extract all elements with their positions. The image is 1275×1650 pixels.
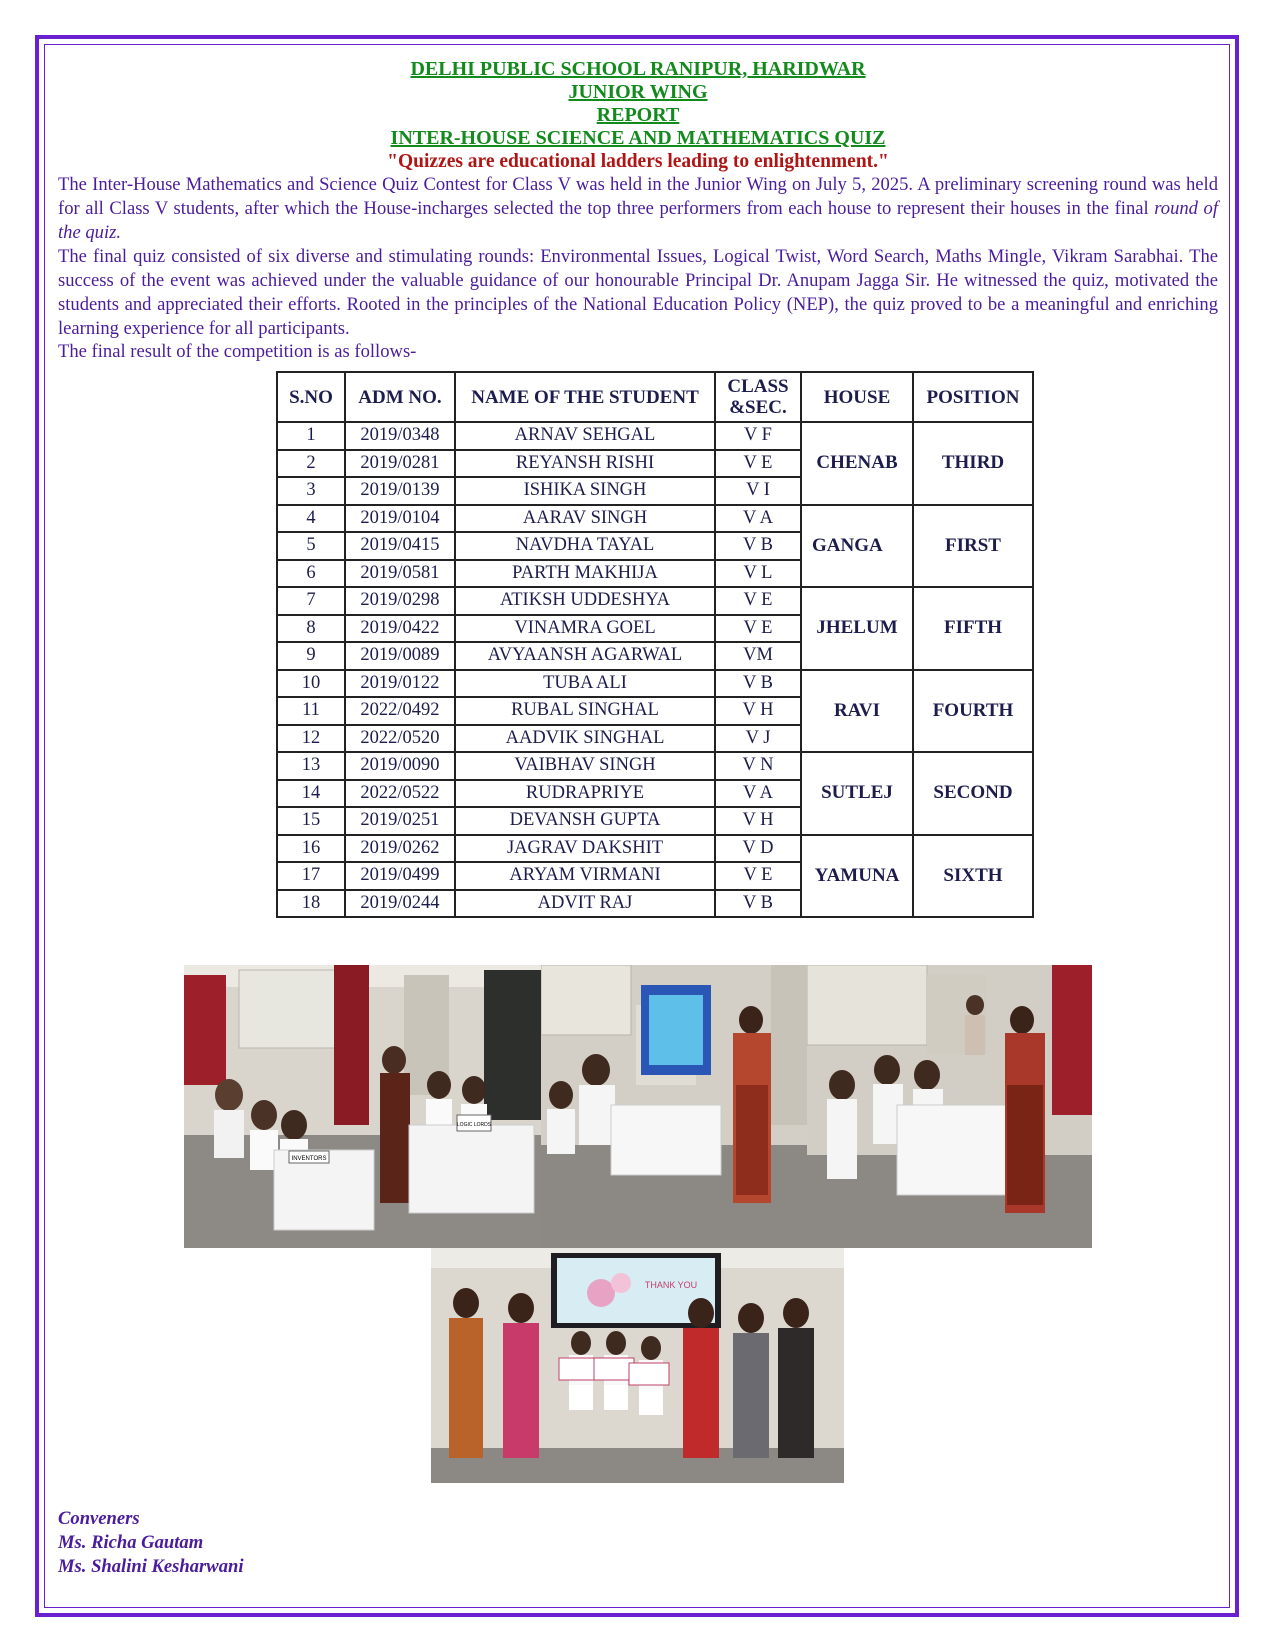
results-table	[276, 371, 1034, 918]
quiz-photo-2	[541, 965, 807, 1248]
cell-adm: 2022/0520	[345, 725, 455, 753]
cell-class: V J	[715, 725, 801, 753]
placard-logic-lords: LOGIC LORDS	[456, 1122, 492, 1128]
cell-class: V D	[715, 835, 801, 863]
quiz-photo-1	[184, 965, 541, 1248]
quiz-photo-1-image	[184, 965, 541, 1248]
cell-sno: 8	[277, 615, 345, 643]
cell-house: CHENAB	[801, 422, 913, 505]
cell-position: FIRST	[913, 505, 1033, 588]
cell-adm: 2019/0104	[345, 505, 455, 533]
paragraph-2: The final quiz consisted of six diverse and stimulating rounds: Environmental Issues, Logical Twist, Word Search, Maths Mingle, Vikram Sarabhai. The success of the event was achieved under the valuable guidance of our honourable Principal Dr. Anupam Jagga Sir. He witnessed the quiz, motivated the students and appreciated their efforts. Rooted in the principles of the National Education Policy (NEP), the quiz proved to be a meaningful and enriching learning experience for all participants.	[58, 246, 1218, 339]
wing-name: JUNIOR WING	[568, 81, 708, 103]
cell-sno: 6	[277, 560, 345, 588]
cell-name: AADVIK SINGHAL	[455, 725, 715, 753]
cell-sno: 14	[277, 780, 345, 808]
cell-adm: 2019/0581	[345, 560, 455, 588]
result-intro: The final result of the competition is as follows-	[58, 341, 417, 362]
header-class-line1: CLASS	[727, 376, 789, 397]
quiz-photo-3	[807, 965, 1092, 1248]
cell-class: V F	[715, 422, 801, 450]
cell-position: FOURTH	[913, 670, 1033, 753]
cell-adm: 2022/0492	[345, 697, 455, 725]
cell-adm: 2019/0298	[345, 587, 455, 615]
cell-adm: 2019/0090	[345, 752, 455, 780]
header-class-line2: &SEC.	[729, 397, 787, 418]
table-row	[277, 422, 1033, 450]
cell-house: RAVI	[801, 670, 913, 753]
cell-adm: 2022/0522	[345, 780, 455, 808]
cell-class: V H	[715, 697, 801, 725]
cell-adm: 2019/0422	[345, 615, 455, 643]
cell-sno: 9	[277, 642, 345, 670]
cell-sno: 12	[277, 725, 345, 753]
table-row	[277, 835, 1033, 863]
cell-class: V B	[715, 670, 801, 698]
convener-name: Ms. Richa Gautam	[58, 1532, 204, 1553]
cell-name: RUDRAPRIYE	[455, 780, 715, 808]
quiz-photo-3-image	[807, 965, 1092, 1248]
cell-sno: 2	[277, 450, 345, 478]
conveners-label: Conveners	[58, 1508, 140, 1529]
table-header-row	[277, 372, 1033, 422]
cell-class: V A	[715, 780, 801, 808]
cell-position: THIRD	[913, 422, 1033, 505]
header-class	[715, 372, 801, 422]
conveners-block	[58, 1507, 244, 1579]
cell-adm: 2019/0499	[345, 862, 455, 890]
quiz-photo-2-image	[541, 965, 807, 1248]
cell-name: ARYAM VIRMANI	[455, 862, 715, 890]
cell-class: V E	[715, 615, 801, 643]
cell-name: VAIBHAV SINGH	[455, 752, 715, 780]
winners-photo-image	[431, 1248, 844, 1483]
table-row	[277, 670, 1033, 698]
cell-name: DEVANSH GUPTA	[455, 807, 715, 835]
cell-name: ISHIKA SINGH	[455, 477, 715, 505]
event-title: INTER-HOUSE SCIENCE AND MATHEMATICS QUIZ	[390, 127, 886, 149]
header-house: HOUSE	[801, 372, 913, 422]
cell-adm: 2019/0244	[345, 890, 455, 918]
cell-sno: 17	[277, 862, 345, 890]
cell-sno: 13	[277, 752, 345, 780]
cell-adm: 2019/0415	[345, 532, 455, 560]
cell-name: NAVDHA TAYAL	[455, 532, 715, 560]
cell-sno: 10	[277, 670, 345, 698]
cell-class: V B	[715, 890, 801, 918]
cell-sno: 4	[277, 505, 345, 533]
cell-adm: 2019/0089	[345, 642, 455, 670]
paragraph-1-text: The Inter-House Mathematics and Science Quiz Contest for Class V was held in the Junior Wing on July 5, 2025. A preliminary screening round was held for all Class V students, after which the House-incharges selected the top three performers from each house to represent their houses in the final	[58, 174, 1218, 219]
cell-name: RUBAL SINGHAL	[455, 697, 715, 725]
cell-class: V I	[715, 477, 801, 505]
paragraph-1	[58, 173, 1218, 245]
cell-adm: 2019/0251	[345, 807, 455, 835]
cell-position: FIFTH	[913, 587, 1033, 670]
cell-class: V N	[715, 752, 801, 780]
cell-class: V E	[715, 862, 801, 890]
cell-name: VINAMRA GOEL	[455, 615, 715, 643]
cell-name: AVYAANSH AGARWAL	[455, 642, 715, 670]
cell-class: V H	[715, 807, 801, 835]
cell-sno: 11	[277, 697, 345, 725]
table-row	[277, 752, 1033, 780]
cell-name: AARAV SINGH	[455, 505, 715, 533]
cell-sno: 18	[277, 890, 345, 918]
cell-adm: 2019/0262	[345, 835, 455, 863]
cell-house: SUTLEJ	[801, 752, 913, 835]
placard-inventors: INVENTORS	[291, 1156, 327, 1162]
header-position: POSITION	[913, 372, 1033, 422]
winners-photo	[431, 1248, 844, 1483]
cell-house: GANGA	[801, 505, 913, 588]
header-sno: S.NO	[277, 372, 345, 422]
cell-class: V B	[715, 532, 801, 560]
cell-class: VM	[715, 642, 801, 670]
table-row	[277, 505, 1033, 533]
paragraph-1-italic: round of the quiz.	[58, 198, 1218, 243]
doc-type: REPORT	[596, 104, 680, 126]
screen-thank-you: THANK YOU	[644, 1280, 698, 1290]
cell-adm: 2019/0348	[345, 422, 455, 450]
quote-line: "Quizzes are educational ladders leading to enlightenment."	[387, 151, 889, 172]
cell-name: PARTH MAKHIJA	[455, 560, 715, 588]
cell-sno: 3	[277, 477, 345, 505]
cell-position: SECOND	[913, 752, 1033, 835]
header-adm: ADM NO.	[345, 372, 455, 422]
school-name: DELHI PUBLIC SCHOOL RANIPUR, HARIDWAR	[410, 58, 866, 80]
cell-adm: 2019/0122	[345, 670, 455, 698]
cell-house: JHELUM	[801, 587, 913, 670]
cell-adm: 2019/0281	[345, 450, 455, 478]
cell-class: V L	[715, 560, 801, 588]
cell-class: V E	[715, 587, 801, 615]
cell-name: TUBA ALI	[455, 670, 715, 698]
cell-name: ARNAV SEHGAL	[455, 422, 715, 450]
cell-name: ATIKSH UDDESHYA	[455, 587, 715, 615]
cell-class: V E	[715, 450, 801, 478]
cell-sno: 5	[277, 532, 345, 560]
cell-sno: 1	[277, 422, 345, 450]
cell-adm: 2019/0139	[345, 477, 455, 505]
table-row	[277, 587, 1033, 615]
header-name: NAME OF THE STUDENT	[455, 372, 715, 422]
cell-sno: 7	[277, 587, 345, 615]
cell-sno: 15	[277, 807, 345, 835]
cell-name: JAGRAV DAKSHIT	[455, 835, 715, 863]
cell-position: SIXTH	[913, 835, 1033, 918]
report-content	[58, 58, 1218, 363]
cell-name: ADVIT RAJ	[455, 890, 715, 918]
cell-name: REYANSH RISHI	[455, 450, 715, 478]
cell-sno: 16	[277, 835, 345, 863]
cell-class: V A	[715, 505, 801, 533]
convener-name: Ms. Shalini Kesharwani	[58, 1556, 244, 1577]
cell-house: YAMUNA	[801, 835, 913, 918]
